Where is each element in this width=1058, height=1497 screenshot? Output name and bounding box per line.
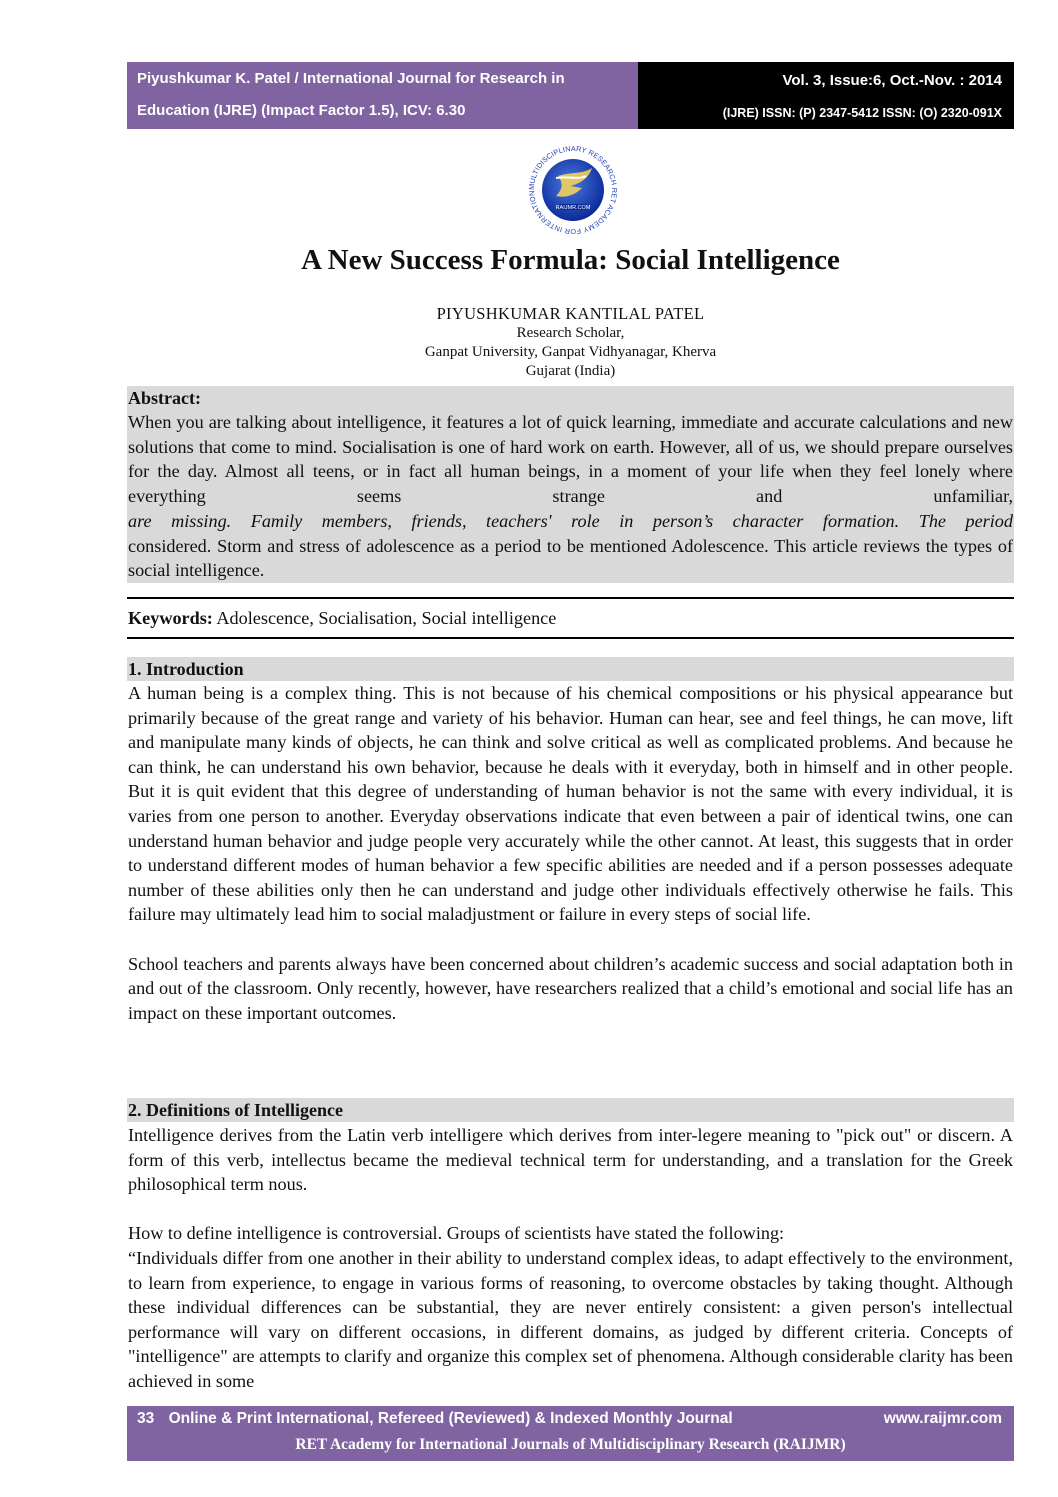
introduction-body [128, 681, 1013, 1025]
keywords-value: Adolescence, Socialisation, Social intelligence [216, 608, 557, 628]
abstract-text-start: When you are talking about intelligence, it features a lot of quick learning, immediate and accurate calculations and new solutions that come to mind. Socialisation is one of hard work on earth. However, all of us, we should prepare ourselves for the day. Almost all teens, or in fact all human beings, in a moment of your life when they feel lonely where everything seems strange and unfamiliar, [128, 412, 1013, 507]
header-volume-issue: Vol. 3, Issue:6, Oct.-Nov. : 2014 [782, 72, 1002, 89]
paper-title: A New Success Formula: Social Intelligence [301, 244, 840, 276]
header-citation-block [127, 62, 638, 129]
author-name: PIYUSHKUMAR KANTILAL PATEL [436, 304, 705, 323]
definitions-quote: “Individuals differ from one another in their ability to understand complex ideas, to adapt effectively to the environment, to learn from experience, to engage in various forms of reasoning, to overcome obstacles by taking thought. Although these individual differences can be substantial, they are never entirely consistent: a given person's intellectual performance will vary on different occasions, in different domains, as judged by different criteria. Concepts of "intelligence" are attempts to clarify and organize this complex set of phenomena. Although considerable clarity has been achieved in some [128, 1247, 1013, 1391]
definitions-paragraph-1: Intelligence derives from the Latin verb intelligere which derives from inter-legere meaning to "pick out" or discern. A form of this verb, intellectus became the medieval technical term for understanding, and a translation for the Greek philosophical term nous. [128, 1125, 1013, 1195]
section-heading-introduction [127, 657, 1014, 681]
introduction-paragraph-2: School teachers and parents always have been concerned about children’s academic success and social adaptation both in and out of the classroom. Only recently, however, have researchers realized that a child’s emotional and social life has an impact on these important outcomes. [128, 953, 1013, 1023]
keywords-label: Keywords: [128, 608, 213, 628]
section-heading-text: 2. Definitions of Intelligence [128, 1100, 343, 1120]
header-issue-block [638, 62, 1014, 129]
footer-website: www.raijmr.com [883, 1410, 1002, 1427]
page-number: 33 [137, 1410, 155, 1427]
author-block [127, 304, 1014, 381]
logo-center-text: RAIJMR.COM [555, 205, 591, 211]
footer-publisher: RET Academy for International Journals of Multidisciplinary Research (RAIJMR) [295, 1436, 846, 1453]
introduction-paragraph-1: A human being is a complex thing. This is not because of his chemical compositions or his physical appearance but primarily because of the great range and variety of his behavior. Human can hear, see and feel things, he can move, lift and manipulate many kinds of objects, he can think and solve critical as well as complicated problems. And because he can think, he can understand his own behavior, because he deals with it everyday, both in himself and in other people. But it is quit evident that this degree of understanding of human behavior is not the same with every individual, it is varies from one person to another. Everyday observations indicate that even between a pair of identical twins, one can understand human behavior and judge people very accurately while the other cannot. At least, this suggests that in order to understand different modes of human behavior a few specific abilities are needed and if a person possesses adequate number of these abilities only then he can understand and judge other individuals effectively otherwise he fails. This failure may ultimately lead him to social maladjustment or failure in every steps of social life. [128, 683, 1013, 925]
keywords-line [128, 608, 556, 629]
author-location: Gujarat (India) [525, 363, 616, 379]
keywords-top-rule [127, 597, 1014, 599]
abstract-text-end: considered. Storm and stress of adolescence as a period to be mentioned Adolescence. This article reviews the types of social intelligence. [128, 535, 1013, 581]
header-issn: (IJRE) ISSN: (P) 2347-5412 ISSN: (O) 2320-091X [722, 106, 1002, 120]
footer-line1 [137, 1410, 1002, 1428]
keywords-bottom-rule [127, 637, 1014, 639]
raijmr-logo [512, 136, 634, 242]
logo-ring-text: MULTIDISCIPLINARY RESEARCH RET ACADEMY FOR INTERNATION [526, 143, 620, 237]
abstract-body [128, 410, 1013, 583]
author-role: Research Scholar, [516, 325, 625, 341]
author-institution: Ganpat University, Ganpat Vidhyanagar, Kherva [424, 344, 717, 360]
header-citation-line2: Education (IJRE) (Impact Factor 1.5), ICV: 6.30 [137, 102, 466, 119]
definitions-paragraph-2-intro: How to define intelligence is controversial. Groups of scientists have stated the following: [128, 1223, 785, 1244]
header-citation-line1: Piyushkumar K. Patel / International Journal for Research in [137, 70, 565, 87]
abstract-heading: Abstract: [128, 388, 201, 408]
abstract-box [127, 386, 1014, 583]
abstract-text-italic: are missing. Family members, friends, teachers' role in person’s character formation. The period [128, 510, 1013, 531]
section-heading-definitions [127, 1098, 1014, 1122]
section-heading-text: 1. Introduction [128, 659, 244, 679]
definitions-body [128, 1123, 1013, 1394]
journal-header [127, 62, 1014, 129]
journal-footer [127, 1406, 1014, 1461]
footer-journal-line: Online & Print International, Refereed (Reviewed) & Indexed Monthly Journal [168, 1410, 733, 1427]
